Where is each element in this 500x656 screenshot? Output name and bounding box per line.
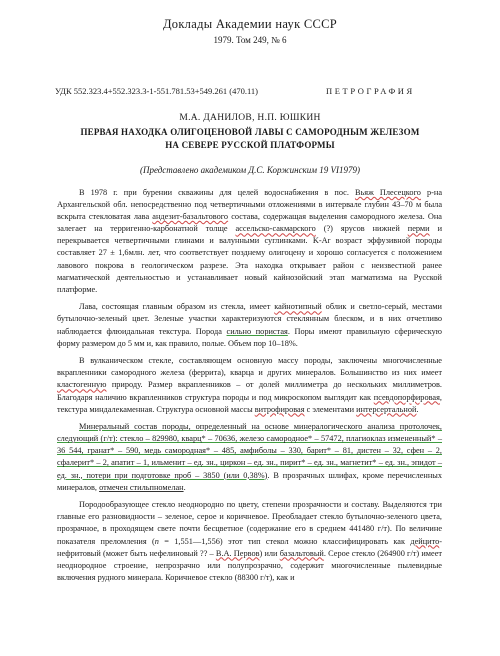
marked-text: интерсертальной	[356, 404, 417, 414]
text-run: (?) ярусов нижней	[315, 224, 408, 234]
text-run: ) или	[259, 548, 280, 558]
marked-text: базальтовый	[279, 548, 324, 558]
body-paragraph	[57, 421, 442, 494]
udc-code: УДК 552.323.4+552.323.3-1-551.781.53+549.261 (470.11)	[55, 86, 258, 96]
presented-by: (Представлено академиком Д.С. Коржинским 19 VI1979)	[139, 165, 361, 175]
text-run: . В прозрачных шлифах, кроме перечисленных минералов,	[57, 470, 442, 492]
marked-text: отмечен стильпномелан	[99, 482, 184, 492]
text-run: .	[183, 482, 186, 492]
marked-text: сильно пористая	[226, 326, 288, 336]
text-run: .	[416, 404, 419, 414]
marked-text: дейцито	[410, 536, 440, 546]
article-body	[57, 187, 442, 589]
article-title-line: НА СЕВЕРЕ РУССКОЙ ПЛАТФОРМЫ	[165, 140, 335, 150]
marked-text: андезит-базальтового	[152, 212, 229, 222]
text-run: -нефритовый (может быть нефелиновый ?? –	[57, 536, 442, 558]
text-run: Породообразующее стекло неоднородно по цвету, степени прозрачности и составу. Выделяются три главные его разновидности – зеленое, серое и коричневое. Преобладает стекло бутылочно-зеленого цвета, прозрачное, в проходящем свете почти бесцветное (содержание его в среднем 441480 г/т). По величине показателя преломления (	[57, 500, 442, 546]
body-paragraph	[57, 301, 442, 349]
marked-text: В.А. Первов	[215, 548, 260, 558]
text-run: В вулканическом стекле, составляющем основную массу породы, заключены многочисленные вкрапленники самородного железа (феррита), кварца и других минералов. Большинство из них имеет	[57, 356, 442, 378]
article-title-line: ПЕРВАЯ НАХОДКА ОЛИГОЦЕНОВОЙ ЛАВЫ С САМОРОДНЫМ ЖЕЛЕЗОМ	[80, 127, 420, 137]
body-paragraph	[57, 499, 442, 584]
marked-text: кластогенную	[57, 380, 107, 390]
text-run: В 1978 г. при бурении скважины для целей водоснабжения в пос.	[79, 188, 355, 197]
text-run: Лава, состоящая главным образом из стекла, имеет	[79, 302, 275, 312]
text-run: и перекрывается четвертичными глинами и валунными суглинками. K-Ar возраст эффузивной породы составляет 27 ± 1,6млн. лет, что соответствует позднему олигоцену и хорошо согласуется с положением лавового покрова в геологическом разрезе. Эта находка открывает район с неизвестной ранее магматической деятельностью и устанавливает новый кайнозойский этап магматизма на Русской платформе.	[57, 224, 443, 294]
marked-text: витрофировая	[254, 404, 305, 414]
text-run: облик и светло-серый, местами бутылочно-зеленый цвет. Зеленые участки характеризуются стеклянным блеском, и в них отчетливо наблюдается флюидальная текстура. Порода	[57, 302, 443, 336]
text-run: n	[154, 536, 159, 546]
text-run: . Поры имеют правильную сферическую форму размером до 5 мм и, как правило, полые. Объем пор 10–18%.	[57, 326, 442, 348]
marked-text: кайнотипный	[274, 302, 322, 312]
text-run: . Серое стекло (264900 г/т) имеет неоднородное строение, непрозрачно или полупрозрачно, содержит многочисленные пылевидные включения рудного минерала. Коричневое стекло (88300 г/т), как и	[57, 548, 443, 582]
journal-name: Доклады Академии наук СССР	[162, 17, 338, 31]
text-run: = 1,551—1,556) этот тип стекол можно классифицировать как	[158, 536, 411, 546]
marked-text: перми	[407, 224, 430, 234]
article-title	[40, 126, 460, 152]
marked-text: Вьяж Плесецкого	[354, 188, 421, 197]
text-run: природу. Размер вкрапленников – от долей миллиметра до нескольких миллиметров. Благодаря наличию вкрапленников структура породы и под микроскопом выглядит как	[57, 380, 442, 402]
section-heading: ПЕТРОГРАФИЯ	[326, 86, 415, 96]
body-paragraph	[57, 355, 442, 415]
marked-text: псевдопорфировая	[373, 392, 440, 402]
text-run: , текстура миндалекаменная. Структура основной массы	[57, 392, 442, 414]
marked-text: Минеральный состав породы, определенный на основе минералогического анализа протолочек, следующий (г/т): стекло – 829980, кварц* – 70636, железо самородное* – 57472, плагиоклаз измененный* – 36 544, гранат* – 590, медь самородная* – 485, амфиболы – 330, барит* – 81, дистен – 32, сфен – 2, сфалерит* – 2, апатит – 1, ильменит – ед. зн., циркон – ед. зн., пирит* – ед. зн., магнетит* – ед. зн., эпидот – ед. зн., потери при подготовке проб – 3850 (или 0,38%)	[57, 422, 442, 480]
text-run: р-на Архангельской обл. непосредственно под четвертичными отложениями в интервале глубин 43–70 м была вскрыта стекловатая лава	[57, 188, 442, 222]
body-paragraph	[57, 187, 442, 296]
text-run: состава, содержащая выделения самородного железа. Она залегает на терригенно-карбонатной толще	[57, 212, 442, 234]
article-authors: М.А. ДАНИЛОВ, Н.П. ЮШКИН	[179, 113, 321, 123]
marked-text: ассельско-сакмарского	[235, 224, 316, 234]
text-run: с элементами	[304, 404, 357, 414]
journal-issue: 1979. Том 249, № 6	[213, 35, 287, 45]
